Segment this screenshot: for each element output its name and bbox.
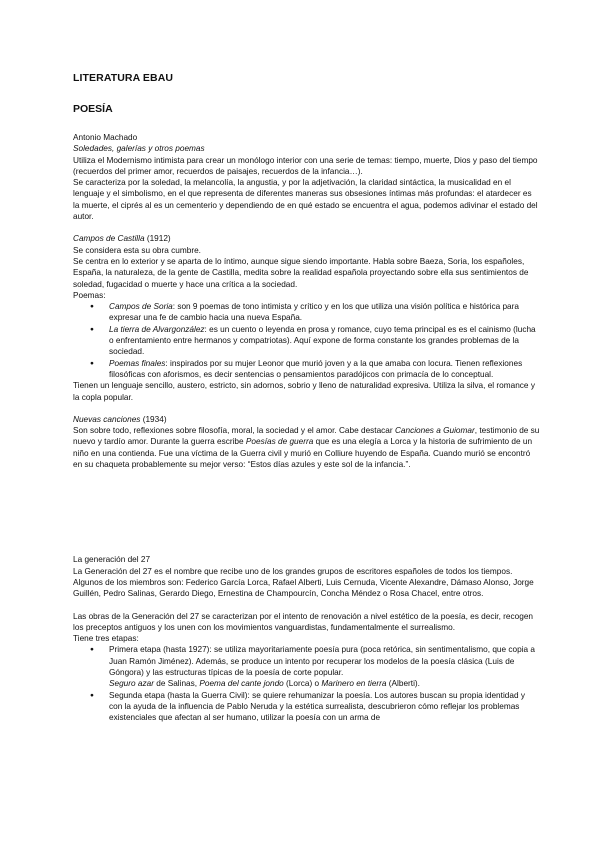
work-heading [73,233,540,244]
item-title: Campos de Soria [109,302,173,312]
paragraph: Las obras de la Generación del 27 se caracterizan por el intento de renovación a nivel estético de la poesía, es decir, recogen los preceptos antiguos y los unen con los movimientos vanguardistas, fundamentalmente el surrealismo. [73,611,533,632]
list-item [73,324,540,358]
item-text: : es un cuento o leyenda en prosa y romance, cuyo tema principal es es el cainismo (lucha o enfrentamiento entre hermanos y compatriotas). Aquí expone de forma constante los grandes problemas de la sociedad. [109,324,536,357]
list-item [73,358,540,381]
item-text: : son 9 poemas de tono intimista y crítico y en los que utiliza una visión política e histórica para expresar una fe de cambio hacia una nueva España. [109,302,519,323]
document-title: LITERATURA EBAU [73,72,174,84]
author-name: Antonio Machado [73,133,138,142]
text-run: Son sobre todo, reflexiones sobre filosofía, moral, la sociedad y el amor. Cabe destacar [73,426,395,436]
list-item [73,690,540,724]
paragraph: Se centra en lo exterior y se aparta de lo íntimo, aunque sigue siendo importante. Habla sobre Baeza, Soria, los españoles, España, la naturaleza, de la gente de Castilla, medita sobre la realidad española proyectando sobre ella sus sentimientos de soledad, fugacidad o muerte y hace una crítica a la sociedad. [73,256,529,289]
list-item [73,644,540,689]
item-title: Poemas finales [109,358,166,368]
text-run: , testimonio de su nuevo y tardío amor. Durante la guerra escribe [73,426,540,447]
subsection-heading: La generación del 27 [73,555,151,565]
item-text: : inspirados por su mujer Leonor que murió joven y a la que amaba con locura. Tienen reflexiones filosóficas con aforismos, es decir sentencias o pensamientos paradójicos con primacía de lo conceptual. [109,358,523,379]
poems-list [73,301,540,380]
paragraph [73,425,540,470]
work-title: Seguro azar [109,679,154,689]
work-title: Canciones a Guiomar [394,426,475,436]
paragraph: Se caracteriza por la soledad, la melancolía, la angustia, y por la adjetivación, la claridad sintáctica, la musicalidad en el lenguaje y el simbolismo, en el que representa de diferentes maneras sus obsesiones íntimas más profundas: el atardecer es la muerte, el ciprés al es un cementerio y dependiendo de en qué estado se encuentra el agua, podemos adivinar el estado del autor. [73,178,538,222]
paragraph: La Generación del 27 es el nombre que recibe uno de los grandes grupos de escritores españoles de todos los tiempos. Algunos de los miembros son: Federico García Lorca, Rafael Alberti, Luis Cernuda, Vicente Alexandre, Dámaso Alonso, Jorge Guillén, Pedro Salinas, Gerardo Diego, Ernestina de Champourcín, Concha Méndez o Rosa Chacel, entre otros. [73,566,534,599]
text-run: (Alberti). [386,679,420,689]
work-title: Campos de Castilla [73,234,145,244]
paragraph: Utiliza el Modernismo intimista para crear un monólogo interior con una serie de temas: tiempo, muerte, Dios y paso del tiempo (recuerdos del primer amor, recuerdos de paisajes, recuerdos de la infancia…). [73,155,538,176]
work-title: Poema del cante jondo [199,679,284,689]
text-run: que es una elegía a Lorca y la historia de sufrimiento de un niño en una contienda. Fue una víctima de la Guerra civil y murió en Colliure huyendo de España. Cuando murió se encontró en su chaqueta probablemente su mejor verso: “Estos días azules y este sol de la infancia.”. [73,437,533,470]
work-title: Poesías de guerra [245,437,314,447]
item-text: Segunda etapa (hasta la Guerra Civil): se quiere rehumanizar la poesía. Los autores buscan su propia identidad y con la ayuda de la influencia de Pablo Neruda y la estética surrealista, descubrieron cómo reflejar los problemas existenciales que afectan al ser humano, utilizar la poesía con un arma de [109,690,525,723]
work-title: Nuevas canciones [73,414,141,424]
list-item [73,301,540,324]
work-title: Marinero en tierra [321,679,387,689]
paragraph: Tienen un lenguaje sencillo, austero, estricto, sin adornos, sobrio y lleno de naturalidad expresiva. Utiliza la silva, el romance y la copla popular. [73,381,535,402]
paragraph: Poemas: [73,290,106,300]
work-heading [73,414,540,425]
text-run: (Lorca) o [283,679,322,689]
item-title: La tierra de Alvargonzález [109,324,205,334]
paragraph: Tiene tres etapas: [73,634,139,644]
text-run: de Salinas, [153,679,200,689]
work-year: (1912) [144,234,171,244]
paragraph: Se considera esta su obra cumbre. [73,245,201,255]
section-heading: POESÍA [73,103,113,115]
work-year: (1934) [140,414,167,424]
stages-list [73,644,540,723]
work-title: Soledades, galerías y otros poemas [73,144,205,154]
item-text: Primera etapa (hasta 1927): se utiliza mayoritariamente poesía pura (poca retórica, sin sentimentalismo, que copia a Juan Ramón Jiménez). Además, se produce un intento por recuperar los modelos de la poesía clásica (Luis de Góngora) y las estructuras típicas de la poesía de corte popular. [109,645,536,677]
